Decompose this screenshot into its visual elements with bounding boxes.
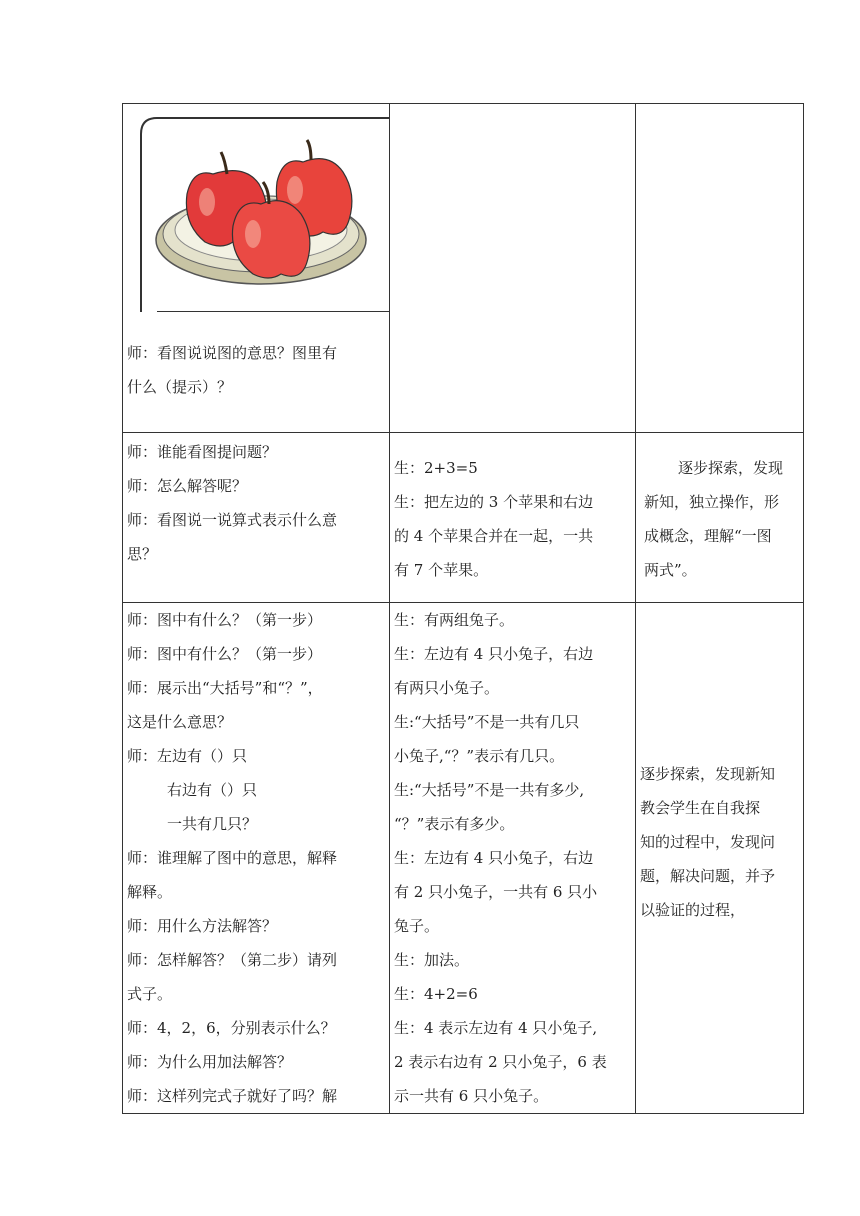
note-cell bbox=[636, 603, 804, 1114]
student-line: 生：左边有 4 只小兔子，右边 bbox=[394, 849, 594, 867]
table-row bbox=[123, 104, 804, 433]
teacher-line: 师：怎样解答？（第二步）请列 bbox=[127, 951, 338, 969]
teacher-cell bbox=[123, 433, 390, 603]
teacher-line: 什么（提示）？ bbox=[127, 378, 233, 396]
note-line: 题，解决问题，并予 bbox=[640, 867, 776, 885]
note-line: 知的过程中，发现问 bbox=[640, 833, 776, 851]
note-line: 教会学生在自我探 bbox=[640, 799, 761, 817]
student-line: 生：4 表示左边有 4 只小兔子, bbox=[394, 1019, 598, 1037]
note-line: 成概念，理解“一图 bbox=[644, 527, 772, 545]
teacher-line: 师：看图说一说算式表示什么意 bbox=[127, 511, 338, 529]
teacher-line: 右边有（）只 bbox=[167, 781, 258, 799]
teacher-line: 解释。 bbox=[127, 883, 173, 901]
teacher-cell bbox=[123, 104, 390, 433]
teacher-line: 师：这样列完式子就好了吗？解 bbox=[127, 1087, 338, 1105]
teacher-line: 师：怎么解答呢？ bbox=[127, 477, 248, 495]
student-line: 兔子。 bbox=[394, 917, 440, 935]
student-line: 2 表示右边有 2 只小兔子，6 表 bbox=[394, 1053, 607, 1071]
note-line: 新知，独立操作，形 bbox=[644, 493, 780, 511]
student-line: 生：把左边的 3 个苹果和右边 bbox=[394, 493, 594, 511]
note-cell bbox=[636, 104, 804, 433]
student-line: 有 7 个苹果。 bbox=[394, 561, 489, 579]
teacher-line: 这是什么意思？ bbox=[127, 713, 233, 731]
student-cell bbox=[390, 433, 636, 603]
student-line: 生：加法。 bbox=[394, 951, 470, 969]
student-line: 生：4+2=6 bbox=[394, 985, 478, 1003]
note-line: 以验证的过程， bbox=[640, 901, 746, 919]
teacher-cell bbox=[123, 603, 390, 1114]
teacher-line: 式子。 bbox=[127, 985, 173, 1003]
student-line: 的 4 个苹果合并在一起，一共 bbox=[394, 527, 594, 545]
teacher-line: 师：展示出“大括号”和“？”， bbox=[127, 679, 323, 697]
note-line: 两式”。 bbox=[644, 561, 697, 579]
apples-on-plate-image bbox=[135, 116, 390, 312]
teacher-line: 师：用什么方法解答？ bbox=[127, 917, 278, 935]
note-cell bbox=[636, 433, 804, 603]
student-line: 生:“大括号”不是一共有多少, bbox=[394, 781, 585, 799]
teacher-line: 师：图中有什么？（第一步） bbox=[127, 645, 323, 663]
teacher-line: 思？ bbox=[127, 545, 158, 563]
student-line: 小兔子,“？”表示有几只。 bbox=[394, 747, 565, 765]
student-line: “？”表示有多少。 bbox=[394, 815, 515, 833]
student-line: 生：有两组兔子。 bbox=[394, 611, 515, 629]
teacher-line: 师：为什么用加法解答？ bbox=[127, 1053, 293, 1071]
note-line: 逐步探索，发现 bbox=[678, 459, 784, 477]
table-row bbox=[123, 603, 804, 1114]
lesson-table bbox=[122, 103, 804, 1114]
student-cell bbox=[390, 104, 636, 433]
student-line: 有两只小兔子。 bbox=[394, 679, 500, 697]
teacher-line: 师：左边有（）只 bbox=[127, 747, 248, 765]
student-cell bbox=[390, 603, 636, 1114]
student-line: 有 2 只小兔子，一共有 6 只小 bbox=[394, 883, 598, 901]
note-line: 逐步探索，发现新知 bbox=[640, 765, 776, 783]
teacher-line: 师：4，2，6，分别表示什么？ bbox=[127, 1019, 336, 1037]
table-row bbox=[123, 433, 804, 603]
teacher-line: 师：看图说说图的意思？图里有 bbox=[127, 344, 338, 362]
student-line: 生：左边有 4 只小兔子，右边 bbox=[394, 645, 594, 663]
teacher-line: 师：谁能看图提问题？ bbox=[127, 443, 278, 461]
teacher-line: 一共有几只？ bbox=[167, 815, 258, 833]
student-line: 示一共有 6 只小兔子。 bbox=[394, 1087, 549, 1105]
teacher-line: 师：图中有什么？（第一步） bbox=[127, 611, 323, 629]
teacher-line: 师：谁理解了图中的意思，解释 bbox=[127, 849, 338, 867]
student-line: 生:“大括号”不是一共有几只 bbox=[394, 713, 580, 731]
student-line: 生：2+3=5 bbox=[394, 459, 478, 477]
